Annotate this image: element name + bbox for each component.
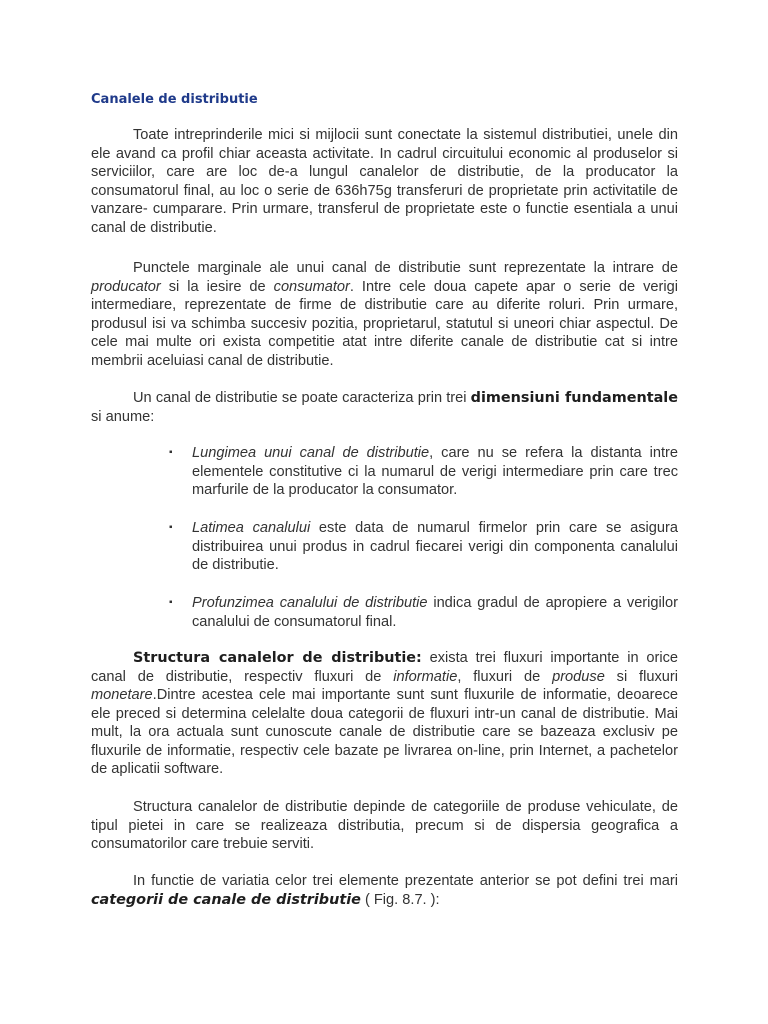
paragraph-dimensions — [91, 389, 678, 426]
page-title: Canalele de distributie — [91, 92, 258, 107]
paragraph-intro-text: Toate intreprinderile mici si mijlocii sunt conectate la sistemul distributiei, unele din ele avand ca profil chiar aceasta activitate. In cadrul circuitului economic al produselor si serviciilor, care are loc de-a lungul canalelor de distributie, de la producator la consumatorul final, au loc o serie de 636h75g transferuri de proprietate prin activitatile de vanzare- cumparare. Prin urmare, transferul de proprietate este o functie esentiala a unui canal de distributie. — [91, 127, 678, 236]
text-run: si la iesire de — [160, 278, 274, 295]
text-run: indica gradul de apropiere a verigilor canalului de consumatorul final. — [192, 595, 678, 630]
paragraph-marginal-points — [91, 259, 678, 370]
text-run: . Intre cele doua capete apar o serie de verigi intermediare, reprezentate de firme de distributie care au diferite roluri. Prin urmare, produsul isi va schimba succesiv pozitia, proprietarul, statutul si uneori chiar aspectul. De cele mai multe ori exista competitie atat intre diferite canale de distributie cat si intre membrii aceluiasi canal de distributie. — [91, 278, 678, 369]
list-item-profunzime — [192, 594, 678, 631]
term-categorii-canale: categorii de canale de distributie — [91, 891, 361, 908]
term-lungime: Lungimea unui canal de distributie — [192, 445, 430, 461]
term-profunzime: Profunzimea canalului de distributie — [192, 595, 428, 611]
text-run: este data de numarul firmelor prin care se asigura distribuirea unui produs in cadrul fiecarei verigi din componenta canalului de distributie. — [192, 520, 678, 573]
term-structura-canalelor: Structura canalelor de distributie: — [133, 650, 422, 666]
text-run: si fluxuri — [604, 668, 678, 685]
bullet-marker: ▪ — [169, 447, 173, 458]
text-run: .Dintre acestea cele mai importante sunt sunt fluxurile de informatie, deoarece ele preced si determina celelalte doua categorii de fluxuri intr-un canal de distributie. Mai mult, la ora actuala sunt cunoscute canale de distributie care se bazeaza exclusiv pe fluxurile de informatie, respectiv cele bazate pe livrarea on-line, prin Internet, a pachetelor de aplicatii software. — [91, 687, 678, 777]
text-run: Structura canalelor de distributie depinde de categoriile de produse vehiculate, de tipul pietei in care se realizeaza distributia, precum si de dispersia geografica a consumatorilor care trebuie serviti. — [91, 799, 678, 852]
term-consumator: consumator — [273, 278, 350, 295]
term-producator: producator — [91, 278, 161, 295]
text-run: In functie de variatia celor trei elemente prezentate anterior se pot defini trei mari — [133, 873, 678, 889]
text-run: , fluxuri de — [457, 668, 553, 685]
term-monetare: monetare — [91, 687, 153, 703]
text-run: si anume: — [91, 408, 155, 425]
text-run: ( Fig. 8.7. ): — [360, 891, 440, 908]
text-run: Punctele marginale ale unui canal de distributie sunt reprezentate la intrare de — [133, 260, 678, 276]
term-dimensiuni-fundamentale: dimensiuni fundamentale — [470, 390, 678, 406]
list-item-latime — [192, 519, 678, 575]
term-informatie: informatie — [393, 668, 458, 685]
bullet-marker: ▪ — [169, 522, 173, 533]
list-item-lungime — [192, 444, 678, 500]
paragraph-intro — [91, 126, 678, 237]
text-run: , care nu se refera la distanta intre elementele constitutive ci la numarul de verigi intermediare prin care trec marfurile de la producator la consumator. — [192, 445, 678, 498]
bullet-marker: ▪ — [169, 597, 173, 608]
term-produse: produse — [552, 668, 605, 685]
term-latime: Latimea canalului — [192, 520, 311, 536]
paragraph-categories — [91, 872, 678, 909]
text-run: Un canal de distributie se poate caracteriza prin trei — [133, 390, 471, 406]
paragraph-structure-factors — [91, 798, 678, 854]
text-run: exista trei fluxuri importante in orice canal de distributie, respectiv fluxuri de — [91, 650, 679, 685]
paragraph-structure — [91, 649, 678, 779]
